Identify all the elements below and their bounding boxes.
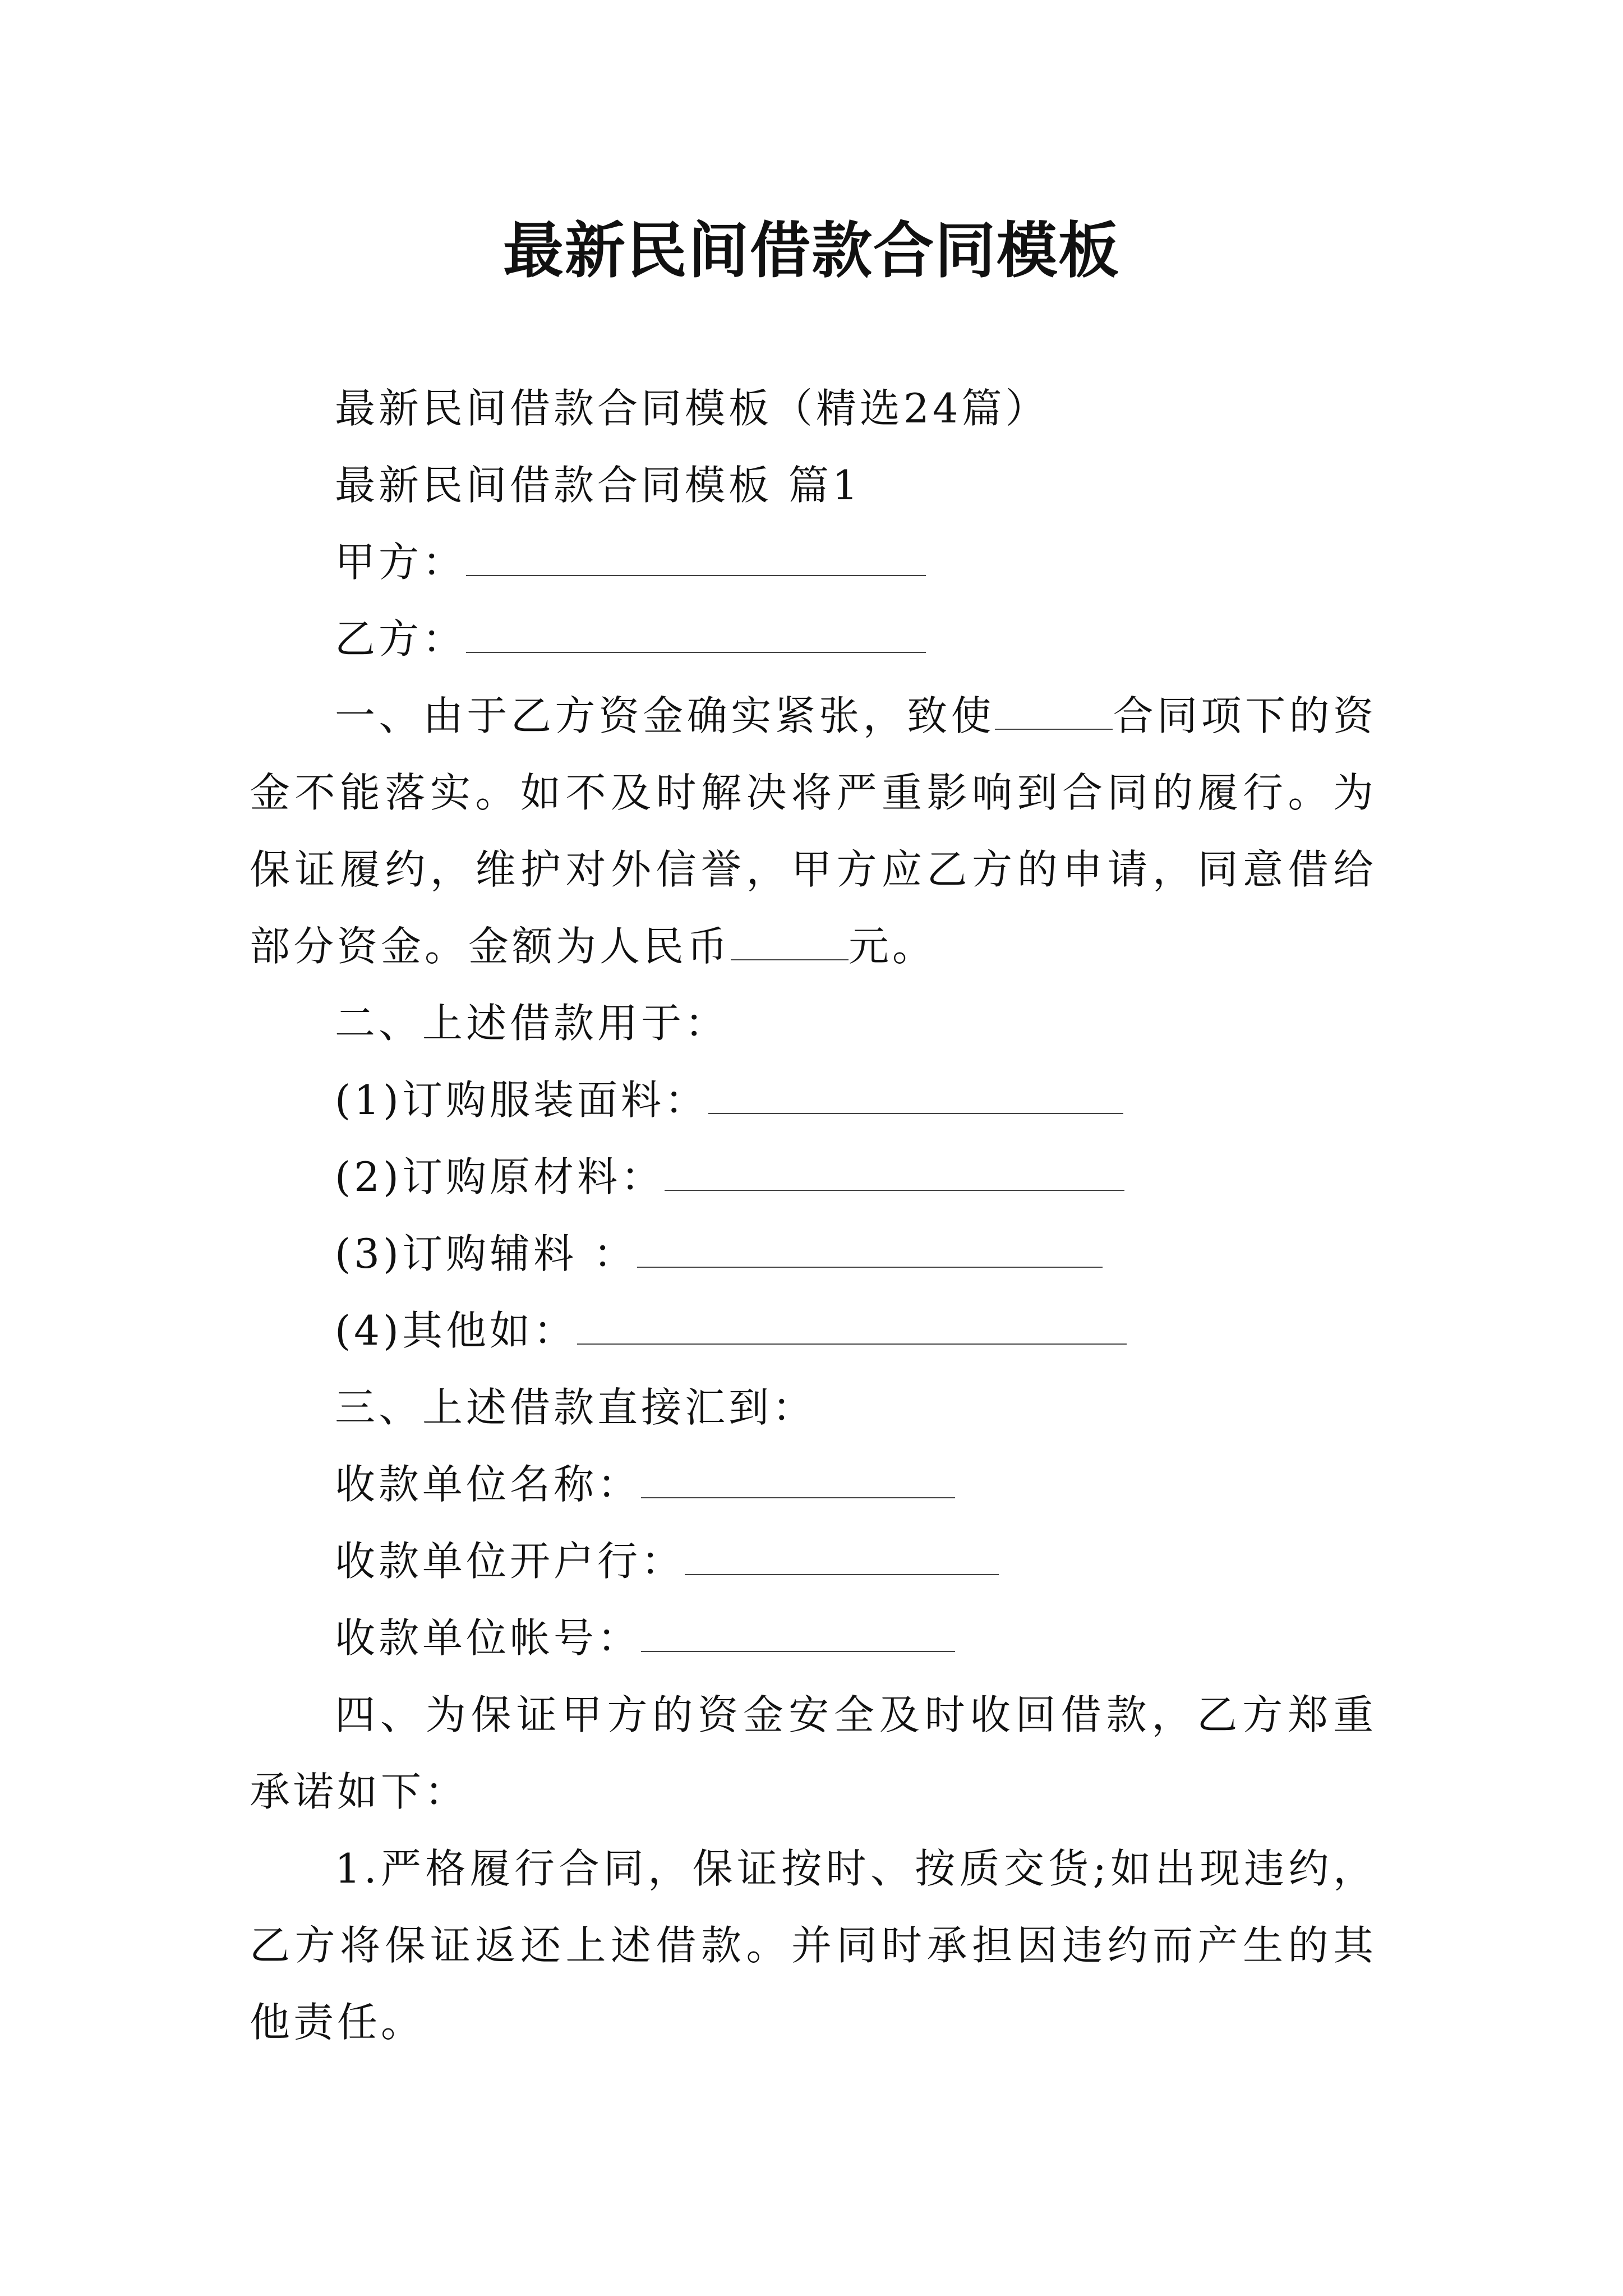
payee-name-label: 收款单位名称：	[335, 1461, 642, 1508]
contract-blank	[995, 692, 1113, 730]
use-1-blank	[708, 1076, 1123, 1114]
section-heading: 最新民间借款合同模板 篇1	[335, 462, 861, 509]
party-a-label: 甲方：	[335, 539, 467, 586]
clause-1	[250, 678, 1377, 985]
payee-account-blank	[641, 1614, 955, 1652]
payee-bank-label: 收款单位开户行：	[335, 1538, 685, 1585]
use-2-line	[250, 1139, 1377, 1216]
clause-4: 四、为保证甲方的资金安全及时收回借款，乙方郑重承诺如下：	[250, 1691, 1377, 1815]
payee-name-blank	[641, 1460, 955, 1498]
use-4-line	[250, 1292, 1377, 1369]
clause-3: 三、上述借款直接汇到：	[335, 1384, 817, 1431]
use-1-line	[250, 1062, 1377, 1139]
party-a-line	[250, 524, 1377, 601]
clause-1-part-2: 合同项下的资金不能落实。如不及时解决将严重影响到合同的履行。为保证履约，维护对外信誉，甲方应乙方的申请，同意借给部分资金。金额为人民币	[250, 692, 1377, 970]
payee-name-line	[250, 1446, 1377, 1523]
document-subtitle: 最新民间借款合同模板（精选24篇）	[335, 385, 1049, 432]
payee-account-line	[250, 1600, 1377, 1677]
party-b-line	[250, 601, 1377, 678]
clause-2: 二、上述借款用于：	[335, 1000, 729, 1047]
use-4-label: (4)其他如：	[335, 1307, 577, 1354]
use-3-line	[250, 1216, 1377, 1292]
document-title: 最新民间借款合同模板	[502, 215, 1120, 286]
clause-1-part-3: 元。	[849, 923, 937, 970]
clause-4-item-1: 1.严格履行合同，保证按时、按质交货;如出现违约，乙方将保证返还上述借款。并同时承担因违约而产生的其他责任。	[250, 1845, 1377, 2046]
use-2-blank	[665, 1153, 1124, 1191]
payee-account-label: 收款单位帐号：	[335, 1614, 642, 1662]
party-a-blank	[466, 538, 926, 576]
use-4-blank	[577, 1306, 1127, 1345]
document-body	[250, 370, 1377, 2061]
party-b-label: 乙方：	[335, 615, 467, 662]
payee-bank-blank	[685, 1537, 999, 1575]
use-3-blank	[637, 1230, 1103, 1268]
party-b-blank	[466, 615, 926, 653]
use-1-label: (1)订购服装面料：	[335, 1076, 708, 1124]
amount-blank	[731, 922, 849, 960]
use-2-label: (2)订购原材料：	[335, 1153, 665, 1200]
payee-bank-line	[250, 1523, 1377, 1600]
use-3-label: (3)订购辅料 ：	[335, 1230, 637, 1277]
clause-1-part-1: 一、由于乙方资金确实紧张，致使	[335, 692, 995, 739]
